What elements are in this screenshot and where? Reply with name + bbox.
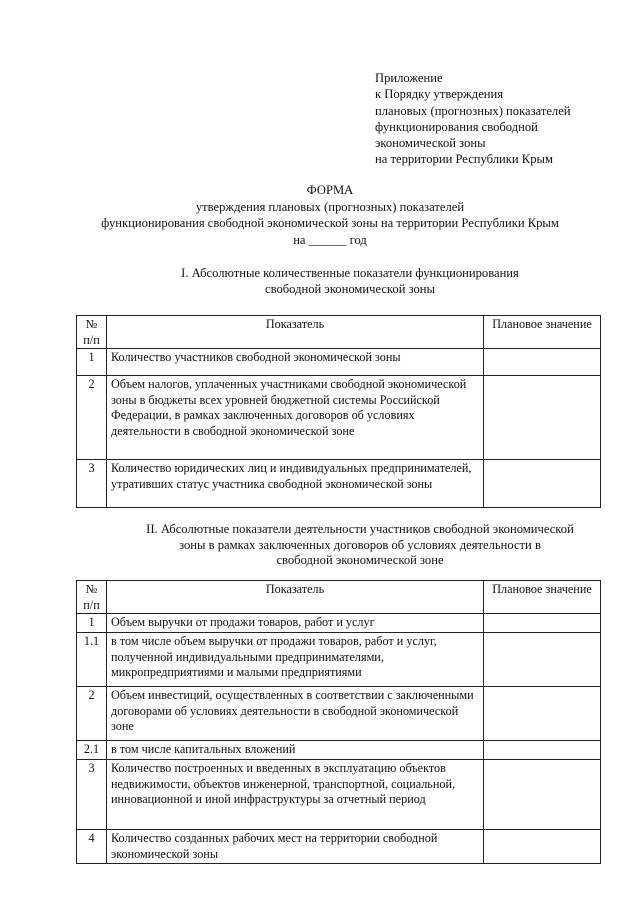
row-num: 3 <box>77 460 107 508</box>
row-planned-value[interactable] <box>484 614 601 633</box>
table-header-row <box>77 581 601 614</box>
row-planned-value[interactable] <box>484 633 601 687</box>
section-1-title-line: I. Абсолютные количественные показатели функционирования <box>181 266 519 280</box>
table-row <box>77 614 601 633</box>
appendix-line: на территории Республики Крым <box>375 152 553 167</box>
table-row <box>77 376 601 460</box>
row-planned-value[interactable] <box>484 760 601 830</box>
appendix-line: экономической зоны <box>375 136 486 151</box>
form-subtitle-line: утверждения плановых (прогнозных) показателей <box>195 199 465 214</box>
table-row <box>77 760 601 830</box>
appendix-line: Приложение <box>375 71 443 85</box>
row-num: 2 <box>77 687 107 741</box>
section-2-title <box>100 522 620 569</box>
table-row <box>77 349 601 376</box>
appendix-line: функционирования свободной <box>375 119 538 134</box>
row-indicator: Количество участников свободной экономической зоны <box>107 349 484 376</box>
row-planned-value[interactable] <box>484 460 601 508</box>
form-subtitle-line: функционирования свободной экономической зоны на территории Республики Крым <box>101 216 559 230</box>
table-row <box>77 741 601 760</box>
row-num: 1 <box>77 349 107 376</box>
row-num: 1 <box>77 614 107 633</box>
row-num: 4 <box>77 830 107 864</box>
row-indicator: Количество построенных и введенных в эксплуатацию объектов недвижимости, объектов инженерной, транспортной, социальной, инновационной и иной инфраструктуры за отчетный период <box>107 760 484 830</box>
row-planned-value[interactable] <box>484 687 601 741</box>
appendix-block <box>375 70 625 168</box>
row-num: 3 <box>77 760 107 830</box>
row-planned-value[interactable] <box>484 349 601 376</box>
row-planned-value[interactable] <box>484 741 601 760</box>
header-indicator: Показатель <box>107 316 484 349</box>
section-1-title <box>130 266 570 297</box>
row-planned-value[interactable] <box>484 830 601 864</box>
header-num: № п/п <box>77 316 107 349</box>
header-planned-value: Плановое значение <box>484 581 601 614</box>
row-indicator: Объем инвестиций, осуществленных в соответствии с заключенными договорами об условиях деятельности в свободной экономической зоне <box>107 687 484 741</box>
section-2-title-line: II. Абсолютные показатели деятельности участников свободной экономической <box>146 522 574 536</box>
row-num: 2 <box>77 376 107 460</box>
row-indicator: Количество созданных рабочих мест на территории свободной экономической зоны <box>107 830 484 864</box>
form-title: ФОРМА <box>306 183 354 197</box>
section-2-title-line: зоны в рамках заключенных договоров об условиях деятельности в <box>179 537 541 552</box>
table-row <box>77 460 601 508</box>
row-indicator: Объем выручки от продажи товаров, работ и услуг <box>107 614 484 633</box>
appendix-line: плановых (прогнозных) показателей <box>375 103 571 118</box>
row-num: 1.1 <box>77 633 107 687</box>
table-row <box>77 687 601 741</box>
row-indicator: в том числе капитальных вложений <box>107 741 484 760</box>
section-1-table <box>76 315 601 508</box>
row-num: 2.1 <box>77 741 107 760</box>
row-indicator: в том числе объем выручки от продажи товаров, работ и услуг, полученной индивидуальными предпринимателями, микропредприятиями и малыми предприятиями <box>107 633 484 687</box>
header-planned-value: Плановое значение <box>484 316 601 349</box>
section-1-title-line: свободной экономической зоны <box>265 281 435 296</box>
appendix-line: к Порядку утверждения <box>375 87 504 102</box>
form-year-line: на ______ год <box>293 232 367 247</box>
header-num: № п/п <box>77 581 107 614</box>
table-row <box>77 830 601 864</box>
table-row <box>77 633 601 687</box>
row-planned-value[interactable] <box>484 376 601 460</box>
row-indicator: Количество юридических лиц и индивидуальных предпринимателей, утративших статус участника свободной экономической зоны <box>107 460 484 508</box>
section-2-title-line: свободной экономической зоне <box>276 553 444 567</box>
section-2-table <box>76 580 601 864</box>
header-indicator: Показатель <box>107 581 484 614</box>
row-indicator: Объем налогов, уплаченных участниками свободной экономической зоны в бюджеты всех уровней бюджетной системы Российской Федерации, в рамках заключенных договоров об условиях деятельности в свободной экономической зоне <box>107 376 484 460</box>
table-header-row <box>77 316 601 349</box>
form-title-block <box>60 182 600 248</box>
